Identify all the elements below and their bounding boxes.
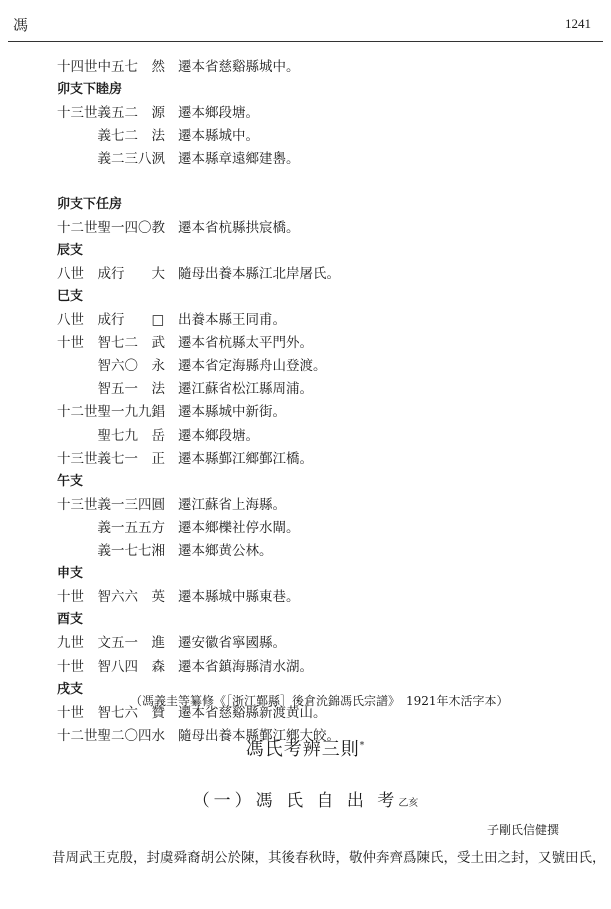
header-divider (8, 41, 603, 42)
generation-name: 十四世中五七 然 (57, 59, 165, 75)
body-paragraph: 昔周武王克殷，封虞舜裔胡公於陳，其後春秋時，敬仲奔齊爲陳氏，受土田之封，又號田氏， (52, 850, 606, 866)
generation-name: 十二世聖一四〇教 (57, 219, 165, 236)
branch-heading: 午支 (57, 473, 84, 489)
generation-name: 十三世義一三四圓 (57, 496, 165, 513)
page-number: 1241 (565, 16, 591, 31)
generation-name: 八世 成行 □ (57, 312, 165, 328)
migration-note: 遷本縣城中縣東巷。 (178, 589, 300, 606)
migration-note: 遷本鄉黄公林。 (178, 543, 273, 559)
author-line: 子剛氏信健撰 (486, 823, 559, 837)
migration-note: 遷本鄉段塘。 (178, 427, 259, 444)
migration-note: 遷本省鎮海縣清水湖。 (178, 658, 313, 675)
section-title: 馮氏考辨三則* (245, 739, 366, 760)
footnote-mark: * (359, 741, 366, 751)
generation-name: 智五一 法 (57, 381, 165, 398)
generation-name: 十三世義七一 正 (57, 450, 165, 467)
running-header-surname: 馮 (13, 16, 29, 34)
migration-note: 遷本鄉櫟社停水閘。 (178, 519, 300, 536)
branch-heading: 辰支 (57, 242, 84, 258)
generation-name: 十二世聖二〇四水 (57, 727, 165, 744)
branch-heading: 卯支下任房 (57, 196, 123, 212)
branch-heading: 戌支 (57, 681, 84, 697)
generation-name: 義二三八洬 (57, 151, 165, 168)
migration-note: 遷本鄉段塘。 (178, 105, 259, 122)
generation-name: 十世 智七六 贊 (57, 704, 165, 721)
subsection-title: （一）馮 氏 自 出 考乙亥 (192, 791, 419, 811)
migration-note: 遷本省杭縣拱宸橋。 (178, 219, 300, 236)
generation-name: 聖七九 岳 (57, 427, 165, 444)
generation-name: 義一五五方 (57, 519, 165, 536)
migration-note: 遷本縣城中新街。 (178, 404, 286, 421)
generation-name: 智六〇 永 (57, 358, 165, 375)
migration-note: 遷安徽省寧國縣。 (178, 635, 286, 652)
subsection-note: 乙亥 (398, 798, 419, 809)
generation-name: 義一七七湘 (57, 543, 165, 559)
migration-note: 隨母出養本縣鄞江鄉大皎。 (178, 727, 340, 744)
migration-note: 隨母出養本縣江北岸屠氏。 (178, 265, 340, 282)
generation-name: 十世 智七二 武 (57, 335, 165, 352)
generation-name: 九世 文五一 進 (57, 635, 165, 652)
migration-note: 遷本縣章遠鄉建嶴。 (178, 151, 300, 168)
generation-name: 十二世聖一九九錩 (57, 404, 165, 421)
generation-name: 八世 成行 大 (57, 265, 165, 282)
migration-note: 遷江蘇省松江縣周浦。 (178, 381, 313, 398)
migration-note: 遷本縣鄞江鄉鄞江橋。 (178, 450, 313, 467)
generation-name: 十世 智八四 森 (57, 658, 165, 675)
source-citation: （馮義圭等纂修《［浙江鄞縣］後倉沇錦馮氏宗譜》 1921年木活字本） (130, 694, 509, 708)
migration-note: 遷本省慈谿縣城中。 (178, 59, 300, 75)
migration-note: 遷本縣城中。 (178, 128, 259, 145)
generation-name: 義七二 法 (57, 128, 165, 145)
migration-note: 出養本縣王同甫。 (178, 312, 286, 328)
branch-heading: 申支 (57, 566, 84, 582)
migration-note: 遷江蘇省上海縣。 (178, 496, 286, 513)
generation-name: 十世 智六六 英 (57, 589, 165, 606)
migration-note: 遷本省慈谿縣新渡黄山。 (178, 704, 327, 721)
branch-heading: 卯支下睦房 (57, 82, 123, 98)
branch-heading: 巳支 (57, 288, 84, 304)
generation-name: 十三世義五二 源 (57, 105, 165, 122)
branch-heading: 酉支 (57, 612, 84, 628)
migration-note: 遷本省定海縣舟山登渡。 (178, 358, 327, 375)
migration-note: 遷本省杭縣太平門外。 (178, 335, 313, 352)
